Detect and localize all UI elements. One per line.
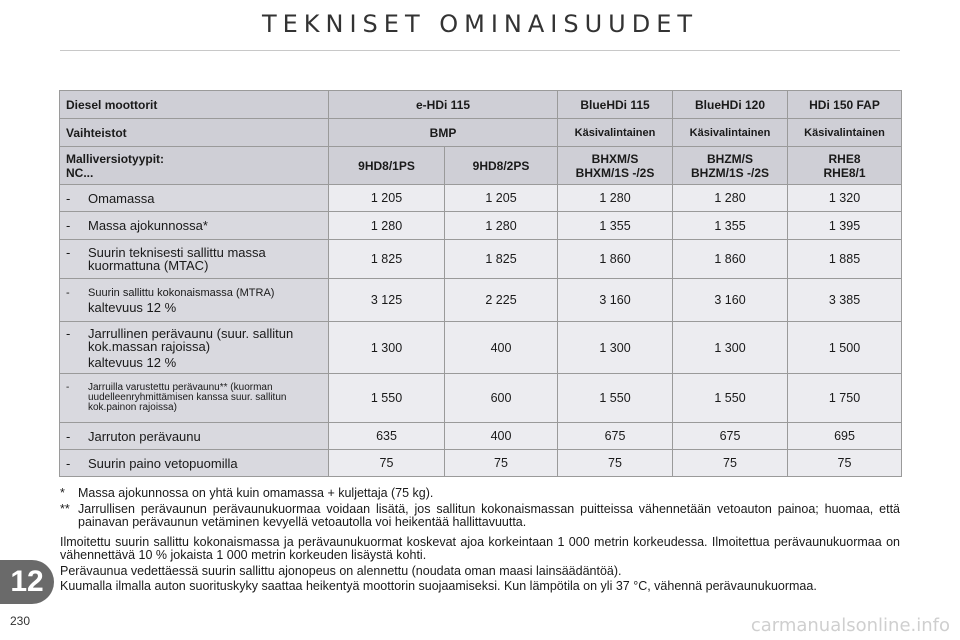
cell-value: 1 550 [558, 374, 673, 423]
table-row [60, 423, 902, 450]
model-row [60, 147, 902, 185]
chapter-tab: 12 [0, 560, 54, 604]
engine-header: BlueHDi 115 [558, 91, 673, 119]
gearbox-row [60, 119, 902, 147]
cell-value: 3 160 [558, 279, 673, 322]
cell-value: 3 125 [329, 279, 445, 322]
engine-label: Diesel moottorit [60, 91, 329, 119]
model-header: BHXM/S BHXM/1S -/2S [558, 147, 673, 185]
footnote: ** Jarrullisen perävaunun perävaunukuormaa voidaan lisätä, jos sallitun kokonaismassan puitteissa vähennetään vetoauton painoa; huomaa, että painavan perävaunun vetäminen kevyellä vetoautolla voi heikentää hallittavuutta. [60, 501, 900, 529]
note-paragraph: Ilmoitettu suurin sallittu kokonaismassa ja perävaunukuormat koskevat ajoa korkeintaan 1 000 metrin korkeudessa. Ilmoitettua perävaunukuormaa on vähennettävä 10 % jokaista 1 000 metrin korkeuden lisäystä kohti. [60, 534, 900, 562]
cell-value: 1 300 [673, 322, 788, 374]
row-label: - Jarrullinen perävaunu (suur. sallitun kok.massan rajoissa) kaltevuus 12 % [60, 322, 329, 374]
cell-value: 635 [329, 423, 445, 450]
cell-value: 3 385 [788, 279, 902, 322]
cell-value: 75 [673, 450, 788, 477]
table-row [60, 212, 902, 240]
cell-value: 1 280 [673, 185, 788, 212]
row-label: - Suurin sallittu kokonaismassa (MTRA) kaltevuus 12 % [60, 279, 329, 322]
cell-value: 1 860 [558, 240, 673, 279]
page-title: TEKNISET OMINAISUUDET [261, 10, 699, 38]
cell-value: 400 [445, 423, 558, 450]
cell-value: 1 825 [329, 240, 445, 279]
model-label-line: Malliversiotyypit: [66, 151, 165, 166]
row-label: - Suurin paino vetopuomilla [60, 450, 329, 477]
engine-header: e-HDi 115 [329, 91, 558, 119]
cell-value: 1 280 [445, 212, 558, 240]
cell-value: 400 [445, 322, 558, 374]
model-header: 9HD8/1PS [329, 147, 445, 185]
engine-header: BlueHDi 120 [673, 91, 788, 119]
table-row [60, 279, 902, 322]
cell-value: 1 320 [788, 185, 902, 212]
row-label: - Massa ajokunnossa* [60, 212, 329, 240]
cell-value: 1 300 [558, 322, 673, 374]
table-row [60, 185, 902, 212]
cell-value: 75 [558, 450, 673, 477]
cell-value: 1 860 [673, 240, 788, 279]
cell-value: 600 [445, 374, 558, 423]
cell-value: 2 225 [445, 279, 558, 322]
cell-value: 695 [788, 423, 902, 450]
cell-value: 75 [788, 450, 902, 477]
cell-value: 1 300 [329, 322, 445, 374]
cell-value: 1 205 [329, 185, 445, 212]
cell-value: 1 355 [673, 212, 788, 240]
model-label-line: NC... [66, 165, 94, 180]
gearbox-header: Käsivalintainen [788, 119, 902, 147]
cell-value: 1 750 [788, 374, 902, 423]
cell-value: 1 205 [445, 185, 558, 212]
cell-value: 1 355 [558, 212, 673, 240]
footnote: * Massa ajokunnossa on yhtä kuin omamassa + kuljettaja (75 kg). [60, 486, 434, 500]
cell-value: 675 [558, 423, 673, 450]
model-header: RHE8 RHE8/1 [788, 147, 902, 185]
cell-value: 675 [673, 423, 788, 450]
cell-value: 1 550 [329, 374, 445, 423]
cell-value: 1 825 [445, 240, 558, 279]
cell-value: 75 [329, 450, 445, 477]
cell-value: 75 [445, 450, 558, 477]
engine-row [60, 91, 902, 119]
model-label [60, 147, 329, 185]
cell-value: 1 500 [788, 322, 902, 374]
model-header: BHZM/S BHZM/1S -/2S [673, 147, 788, 185]
watermark: carmanualsonline.info [750, 615, 950, 636]
note-paragraph: Kuumalla ilmalla auton suorituskyky saattaa heikentyä moottorin suojaamiseksi. Kun lämpötila on yli 37 °C, vähennä perävaunukuormaa. [60, 579, 817, 593]
row-label: - Omamassa [60, 185, 329, 212]
cell-value: 1 280 [329, 212, 445, 240]
cell-value: 1 550 [673, 374, 788, 423]
cell-value: 1 885 [788, 240, 902, 279]
specifications-table [59, 90, 902, 477]
gearbox-label: Vaihteistot [60, 119, 329, 147]
note-paragraph: Perävaunua vedettäessä suurin sallittu ajonopeus on alennettu (noudata oman maasi lainsäädäntöä). [60, 563, 622, 578]
page-number: 230 [10, 614, 31, 628]
notes-section [60, 487, 900, 596]
table-row [60, 374, 902, 423]
cell-value: 1 395 [788, 212, 902, 240]
model-header: 9HD8/2PS [445, 147, 558, 185]
cell-value: 3 160 [673, 279, 788, 322]
gearbox-header: Käsivalintainen [558, 119, 673, 147]
title-divider [60, 50, 900, 51]
table-row [60, 322, 902, 374]
table-row [60, 240, 902, 279]
table-row [60, 450, 902, 477]
gearbox-header: BMP [329, 119, 558, 147]
gearbox-header: Käsivalintainen [673, 119, 788, 147]
row-label: - Suurin teknisesti sallittu massa kuormattuna (MTAC) [60, 240, 329, 279]
cell-value: 1 280 [558, 185, 673, 212]
row-label: - Jarruton perävaunu [60, 423, 329, 450]
engine-header: HDi 150 FAP [788, 91, 902, 119]
row-label: - Jarruilla varustettu perävaunu** (kuorman uudelleenryhmittämisen kanssa suur. sallitun kok.painon rajoissa) [60, 374, 329, 423]
